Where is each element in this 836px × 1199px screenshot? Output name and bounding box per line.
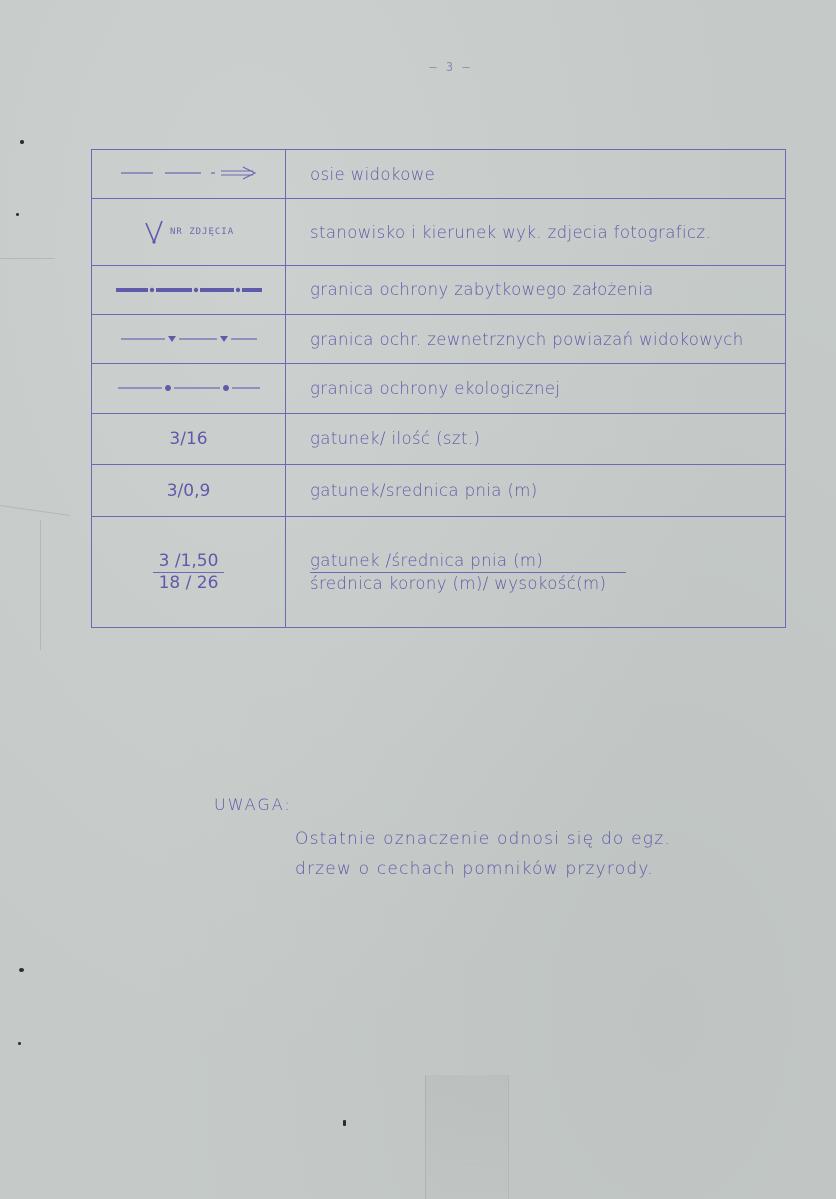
ink-speck [20, 140, 24, 144]
ink-speck [16, 213, 19, 216]
fraction-description-top: gatunek /średnica pnia (m) [310, 550, 626, 573]
legend-description: gatunek/ ilość (szt.) [286, 413, 786, 465]
line-with-dots-icon [116, 382, 262, 394]
tree-fraction-description [310, 550, 606, 594]
thick-dash-dot-line-icon [114, 285, 264, 295]
legend-symbol-cell [92, 413, 286, 465]
legend-description: granica ochr. zewnetrznych powiazań widokowych [286, 315, 786, 364]
ink-speck [19, 968, 24, 972]
note-line: Ostatnie oznaczenie odnosi się do egz. [295, 829, 671, 849]
legend-symbol-cell [92, 315, 286, 364]
ghost-line [0, 258, 55, 259]
photo-number-label: NR ZDJĘCIA [169, 227, 235, 238]
ink-speck [18, 1042, 21, 1045]
fraction-numerator: 3 /1,50 [153, 551, 225, 573]
legend-symbol-cell [92, 517, 286, 628]
species-count-symbol: 3/16 [169, 428, 208, 449]
fraction-description-bottom: średnica korony (m)/ wysokość(m) [310, 574, 607, 594]
note-heading: UWAGA: [214, 795, 292, 814]
legend-description: granica ochrony zabytkowego założenia [286, 265, 786, 314]
legend-row [92, 265, 786, 314]
species-diameter-symbol: 3/0,9 [166, 480, 211, 501]
legend-description: osie widokowe [286, 150, 786, 199]
legend-row [92, 364, 786, 413]
legend-row [92, 150, 786, 199]
legend-symbol-cell [92, 199, 286, 266]
legend-description: granica ochrony ekologicznej [286, 364, 786, 413]
legend-description: gatunek/srednica pnia (m) [286, 465, 786, 517]
legend-row [92, 413, 786, 465]
legend-table [91, 149, 786, 628]
legend-description [286, 517, 786, 628]
legend-symbol-cell [92, 364, 286, 413]
legend-row [92, 199, 786, 266]
legend-description: stanowisko i kierunek wyk. zdjecia fotograficz. [286, 199, 786, 266]
photo-station-v-icon [143, 219, 165, 245]
ink-speck [343, 1120, 346, 1126]
legend-row [92, 465, 786, 517]
line-with-triangles-icon [119, 333, 259, 345]
fraction-denominator: 18 / 26 [158, 572, 219, 593]
legend-symbol-cell [92, 265, 286, 314]
ghost-line [40, 520, 41, 650]
tree-fraction-symbol [153, 551, 225, 594]
note-block [214, 795, 734, 884]
legend-symbol-cell [92, 465, 286, 517]
dashed-arrow-line-icon [119, 166, 259, 180]
legend-row [92, 517, 786, 628]
page-number: — 3 — [429, 60, 471, 74]
note-line: drzew o cechach pomników przyrody. [295, 859, 654, 879]
paper-smudge [425, 1075, 509, 1199]
legend-row [92, 315, 786, 364]
legend-symbol-cell [92, 150, 286, 199]
